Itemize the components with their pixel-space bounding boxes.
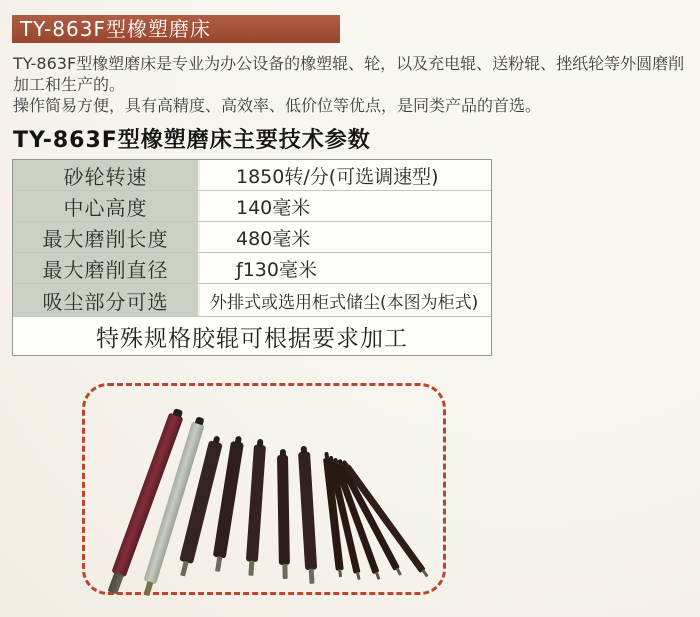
spec-label: 中心高度 [13, 191, 200, 221]
spec-label: 吸尘部分可选 [13, 284, 200, 316]
product-title: TY-863F型橡塑磨床 [20, 17, 211, 41]
table-row [13, 222, 491, 253]
roller-dark [277, 455, 290, 565]
spec-label: 最大磨削直径 [13, 253, 200, 283]
product-description [13, 53, 691, 116]
spec-value: 140毫米 [236, 196, 311, 219]
table-row [13, 191, 491, 222]
spec-section-heading: TY-863F型橡塑磨床主要技术参数 [13, 128, 371, 153]
spec-value: ƒ130毫米 [236, 258, 317, 281]
table-row [13, 253, 491, 284]
spec-value: 外排式或选用柜式储尘(本图为柜式) [210, 292, 479, 313]
description-paragraph-2: 操作简易方便，具有高精度、高效率、低价位等优点，是同类产品的首选。 [13, 96, 542, 115]
spec-table [12, 159, 492, 356]
spec-value: 480毫米 [236, 227, 311, 250]
spec-label: 最大磨削长度 [13, 222, 200, 252]
table-note-row: 特殊规格胶辊可根据要求加工 [96, 325, 408, 352]
table-row [13, 284, 491, 317]
spec-label: 砂轮转速 [13, 160, 200, 190]
product-title-bar [12, 15, 340, 43]
table-row [13, 160, 491, 191]
spec-value: 1850转/分(可选调速型) [236, 165, 439, 188]
description-paragraph-1: TY-863F型橡塑磨床是专业为办公设备的橡塑辊、轮，以及充电辊、送粉辊、挫纸轮等外圆磨削加工和生产的。 [13, 54, 685, 94]
